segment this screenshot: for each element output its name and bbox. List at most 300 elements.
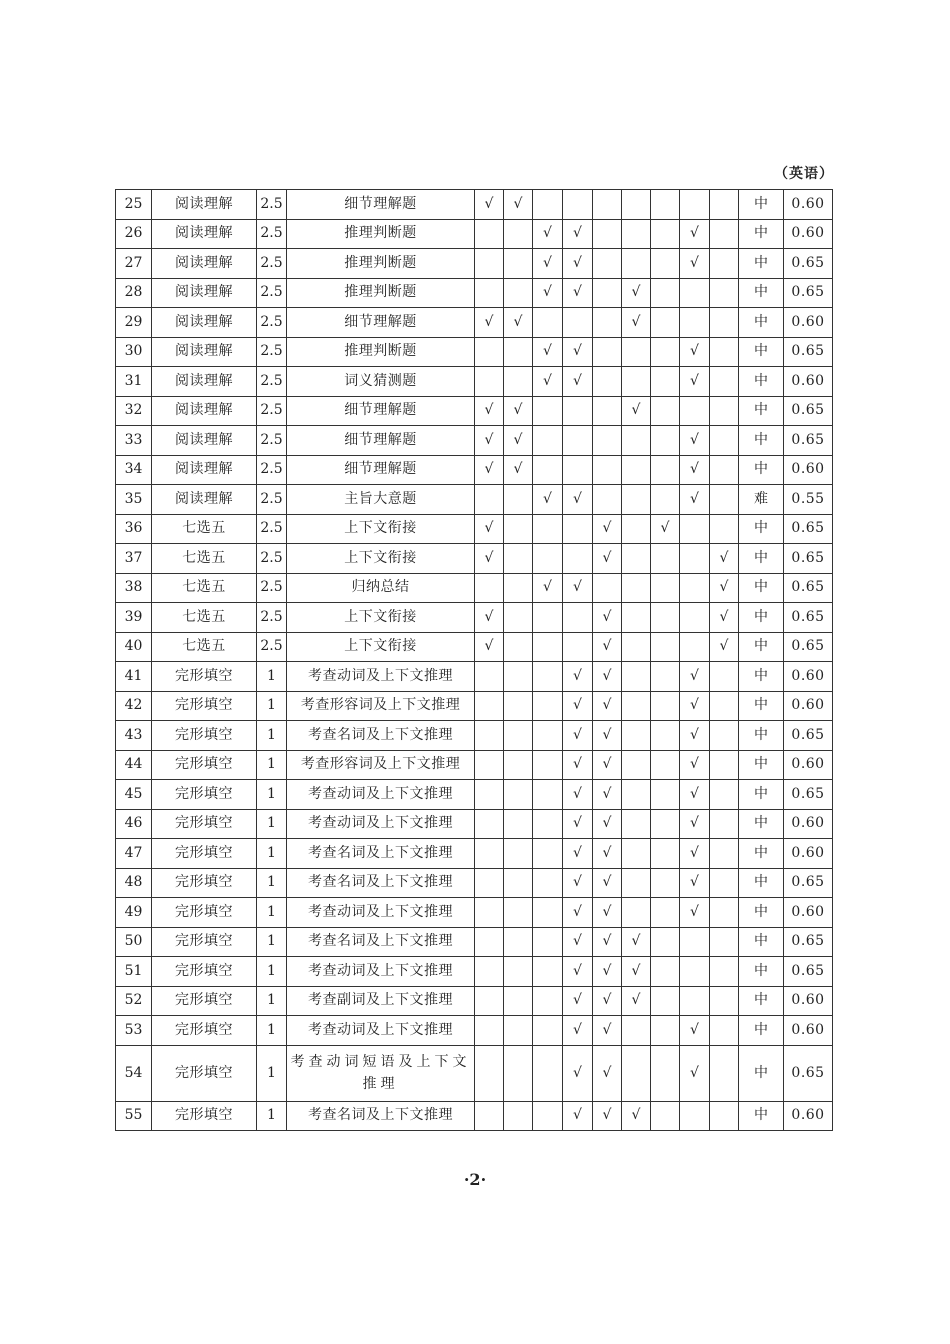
knowledge-point-cell: 细节理解题 xyxy=(287,426,475,456)
check-cell xyxy=(475,839,504,869)
check-cell xyxy=(504,249,533,279)
check-cell xyxy=(680,957,710,987)
check-cell xyxy=(533,780,563,810)
check-cell: √ xyxy=(533,485,563,515)
check-cell: √ xyxy=(593,750,622,780)
check-cell: √ xyxy=(533,367,563,397)
check-cell xyxy=(651,809,680,839)
check-cell xyxy=(651,986,680,1016)
question-type-cell: 七选五 xyxy=(152,544,257,574)
check-cell xyxy=(710,898,739,928)
check-cell xyxy=(563,632,593,662)
check-cell: √ xyxy=(533,573,563,603)
difficulty-value-cell: 0.65 xyxy=(784,780,833,810)
knowledge-point-cell: 考查动词及上下文推理 xyxy=(287,957,475,987)
check-cell xyxy=(533,603,563,633)
check-cell: √ xyxy=(563,957,593,987)
check-cell xyxy=(533,308,563,338)
check-cell xyxy=(504,927,533,957)
check-cell xyxy=(710,190,739,220)
check-cell xyxy=(651,308,680,338)
check-cell xyxy=(680,544,710,574)
check-cell: √ xyxy=(622,1101,651,1131)
check-cell xyxy=(475,219,504,249)
check-cell xyxy=(622,721,651,751)
question-type-cell: 阅读理解 xyxy=(152,190,257,220)
difficulty-value-cell: 0.65 xyxy=(784,1045,833,1101)
question-number-cell: 38 xyxy=(116,573,152,603)
table-row xyxy=(116,927,833,957)
knowledge-point-cell: 考查形容词及上下文推理 xyxy=(287,750,475,780)
check-cell: √ xyxy=(563,927,593,957)
score-cell: 1 xyxy=(257,1101,287,1131)
check-cell xyxy=(710,249,739,279)
check-cell xyxy=(475,957,504,987)
question-number-cell: 32 xyxy=(116,396,152,426)
check-cell: √ xyxy=(563,839,593,869)
check-cell xyxy=(475,337,504,367)
difficulty-value-cell: 0.60 xyxy=(784,662,833,692)
difficulty-value-cell: 0.60 xyxy=(784,986,833,1016)
difficulty-cell: 中 xyxy=(739,927,784,957)
check-cell: √ xyxy=(563,367,593,397)
check-cell xyxy=(651,1101,680,1131)
question-number-cell: 27 xyxy=(116,249,152,279)
difficulty-cell: 中 xyxy=(739,455,784,485)
table-row xyxy=(116,190,833,220)
table-row xyxy=(116,898,833,928)
score-cell: 2.5 xyxy=(257,573,287,603)
question-number-cell: 48 xyxy=(116,868,152,898)
knowledge-point-cell: 细节理解题 xyxy=(287,190,475,220)
difficulty-value-cell: 0.60 xyxy=(784,898,833,928)
difficulty-value-cell: 0.65 xyxy=(784,573,833,603)
check-cell xyxy=(710,691,739,721)
question-type-cell: 阅读理解 xyxy=(152,367,257,397)
check-cell xyxy=(563,603,593,633)
check-cell xyxy=(651,1045,680,1101)
score-cell: 1 xyxy=(257,691,287,721)
check-cell xyxy=(622,367,651,397)
knowledge-point-cell: 考查名词及上下文推理 xyxy=(287,721,475,751)
check-cell: √ xyxy=(563,219,593,249)
check-cell xyxy=(593,278,622,308)
question-number-cell: 37 xyxy=(116,544,152,574)
check-cell: √ xyxy=(622,278,651,308)
check-cell xyxy=(622,190,651,220)
check-cell xyxy=(504,219,533,249)
subject-label: （英语） xyxy=(774,166,834,182)
check-cell: √ xyxy=(475,603,504,633)
score-cell: 1 xyxy=(257,1045,287,1101)
score-cell: 1 xyxy=(257,868,287,898)
check-cell: √ xyxy=(680,1045,710,1101)
question-number-cell: 43 xyxy=(116,721,152,751)
check-cell xyxy=(475,1016,504,1046)
knowledge-point-cell: 上下文衔接 xyxy=(287,514,475,544)
check-cell xyxy=(533,691,563,721)
difficulty-cell: 中 xyxy=(739,662,784,692)
check-cell xyxy=(593,308,622,338)
check-cell xyxy=(504,957,533,987)
check-cell xyxy=(622,780,651,810)
difficulty-value-cell: 0.65 xyxy=(784,957,833,987)
knowledge-point-cell: 考查动词短语及上下文推理 xyxy=(287,1045,475,1101)
check-cell xyxy=(504,632,533,662)
difficulty-cell: 中 xyxy=(739,839,784,869)
question-type-cell: 完形填空 xyxy=(152,691,257,721)
table-row xyxy=(116,1045,833,1101)
check-cell xyxy=(680,573,710,603)
check-cell xyxy=(504,603,533,633)
difficulty-value-cell: 0.65 xyxy=(784,396,833,426)
check-cell xyxy=(475,1101,504,1131)
check-cell xyxy=(533,455,563,485)
check-cell xyxy=(651,455,680,485)
score-cell: 2.5 xyxy=(257,485,287,515)
question-number-cell: 53 xyxy=(116,1016,152,1046)
check-cell xyxy=(710,367,739,397)
check-cell xyxy=(504,485,533,515)
check-cell: √ xyxy=(622,927,651,957)
check-cell: √ xyxy=(563,1016,593,1046)
check-cell xyxy=(651,721,680,751)
question-type-cell: 完形填空 xyxy=(152,780,257,810)
score-cell: 2.5 xyxy=(257,308,287,338)
check-cell xyxy=(651,337,680,367)
difficulty-value-cell: 0.65 xyxy=(784,721,833,751)
check-cell xyxy=(710,1016,739,1046)
check-cell: √ xyxy=(533,249,563,279)
check-cell xyxy=(504,1101,533,1131)
check-cell xyxy=(651,485,680,515)
check-cell xyxy=(680,308,710,338)
question-number-cell: 28 xyxy=(116,278,152,308)
check-cell xyxy=(651,750,680,780)
check-cell xyxy=(475,868,504,898)
question-number-cell: 51 xyxy=(116,957,152,987)
question-type-cell: 完形填空 xyxy=(152,927,257,957)
check-cell: √ xyxy=(680,662,710,692)
difficulty-value-cell: 0.60 xyxy=(784,839,833,869)
difficulty-cell: 中 xyxy=(739,809,784,839)
check-cell xyxy=(622,455,651,485)
check-cell xyxy=(475,721,504,751)
check-cell xyxy=(593,249,622,279)
table-row xyxy=(116,809,833,839)
check-cell: √ xyxy=(680,455,710,485)
table-row xyxy=(116,396,833,426)
check-cell xyxy=(622,839,651,869)
difficulty-value-cell: 0.65 xyxy=(784,278,833,308)
check-cell: √ xyxy=(680,485,710,515)
question-number-cell: 31 xyxy=(116,367,152,397)
check-cell: √ xyxy=(563,691,593,721)
score-cell: 1 xyxy=(257,662,287,692)
check-cell: √ xyxy=(710,544,739,574)
check-cell xyxy=(710,809,739,839)
check-cell: √ xyxy=(680,809,710,839)
score-cell: 2.5 xyxy=(257,219,287,249)
check-cell xyxy=(533,927,563,957)
difficulty-cell: 中 xyxy=(739,573,784,603)
check-cell xyxy=(504,573,533,603)
check-cell xyxy=(563,426,593,456)
difficulty-cell: 中 xyxy=(739,308,784,338)
check-cell xyxy=(680,278,710,308)
check-cell xyxy=(651,426,680,456)
difficulty-cell: 中 xyxy=(739,396,784,426)
check-cell xyxy=(710,868,739,898)
score-cell: 1 xyxy=(257,1016,287,1046)
difficulty-value-cell: 0.60 xyxy=(784,809,833,839)
check-cell xyxy=(710,839,739,869)
question-number-cell: 35 xyxy=(116,485,152,515)
knowledge-point-cell: 考查动词及上下文推理 xyxy=(287,898,475,928)
difficulty-cell: 中 xyxy=(739,603,784,633)
difficulty-value-cell: 0.60 xyxy=(784,190,833,220)
check-cell xyxy=(651,190,680,220)
check-cell xyxy=(504,1016,533,1046)
check-cell xyxy=(622,249,651,279)
difficulty-value-cell: 0.60 xyxy=(784,750,833,780)
check-cell: √ xyxy=(680,219,710,249)
check-cell xyxy=(622,514,651,544)
check-cell: √ xyxy=(563,278,593,308)
check-cell xyxy=(710,455,739,485)
check-cell xyxy=(533,898,563,928)
check-cell xyxy=(593,426,622,456)
knowledge-point-cell: 推理判断题 xyxy=(287,219,475,249)
check-cell: √ xyxy=(593,721,622,751)
check-cell xyxy=(533,986,563,1016)
difficulty-cell: 中 xyxy=(739,986,784,1016)
check-cell xyxy=(651,868,680,898)
check-cell: √ xyxy=(533,337,563,367)
check-cell: √ xyxy=(563,750,593,780)
check-cell xyxy=(504,780,533,810)
check-cell xyxy=(651,367,680,397)
question-number-cell: 46 xyxy=(116,809,152,839)
question-number-cell: 42 xyxy=(116,691,152,721)
question-type-cell: 完形填空 xyxy=(152,898,257,928)
check-cell xyxy=(622,662,651,692)
check-cell xyxy=(651,603,680,633)
question-number-cell: 33 xyxy=(116,426,152,456)
table-row xyxy=(116,986,833,1016)
check-cell: √ xyxy=(622,396,651,426)
check-cell xyxy=(533,632,563,662)
table-row xyxy=(116,219,833,249)
question-type-cell: 完形填空 xyxy=(152,721,257,751)
check-cell xyxy=(504,898,533,928)
difficulty-value-cell: 0.65 xyxy=(784,632,833,662)
check-cell xyxy=(504,721,533,751)
question-type-cell: 七选五 xyxy=(152,632,257,662)
knowledge-point-cell: 考查动词及上下文推理 xyxy=(287,809,475,839)
check-cell: √ xyxy=(680,750,710,780)
table-row xyxy=(116,573,833,603)
table-row xyxy=(116,367,833,397)
check-cell xyxy=(622,1016,651,1046)
check-cell xyxy=(651,780,680,810)
question-number-cell: 47 xyxy=(116,839,152,869)
check-cell xyxy=(651,957,680,987)
check-cell: √ xyxy=(475,308,504,338)
check-cell xyxy=(563,514,593,544)
check-cell xyxy=(710,986,739,1016)
check-cell: √ xyxy=(563,986,593,1016)
check-cell: √ xyxy=(680,367,710,397)
question-number-cell: 45 xyxy=(116,780,152,810)
check-cell xyxy=(533,1101,563,1131)
check-cell xyxy=(475,750,504,780)
knowledge-point-cell: 考查名词及上下文推理 xyxy=(287,927,475,957)
question-number-cell: 39 xyxy=(116,603,152,633)
question-number-cell: 50 xyxy=(116,927,152,957)
check-cell xyxy=(475,927,504,957)
check-cell: √ xyxy=(593,662,622,692)
question-type-cell: 完形填空 xyxy=(152,750,257,780)
question-number-cell: 36 xyxy=(116,514,152,544)
question-type-cell: 阅读理解 xyxy=(152,426,257,456)
check-cell: √ xyxy=(593,1101,622,1131)
score-cell: 2.5 xyxy=(257,190,287,220)
difficulty-value-cell: 0.60 xyxy=(784,691,833,721)
difficulty-value-cell: 0.65 xyxy=(784,426,833,456)
check-cell xyxy=(622,426,651,456)
question-type-cell: 七选五 xyxy=(152,573,257,603)
check-cell xyxy=(593,337,622,367)
check-cell xyxy=(651,219,680,249)
question-type-cell: 阅读理解 xyxy=(152,249,257,279)
check-cell: √ xyxy=(504,455,533,485)
check-cell xyxy=(475,691,504,721)
check-cell xyxy=(504,691,533,721)
check-cell: √ xyxy=(563,780,593,810)
check-cell xyxy=(504,1045,533,1101)
question-number-cell: 41 xyxy=(116,662,152,692)
difficulty-cell: 中 xyxy=(739,780,784,810)
check-cell: √ xyxy=(475,632,504,662)
table-row xyxy=(116,485,833,515)
difficulty-cell: 中 xyxy=(739,1016,784,1046)
check-cell xyxy=(710,426,739,456)
score-cell: 2.5 xyxy=(257,603,287,633)
check-cell xyxy=(504,809,533,839)
table-row xyxy=(116,544,833,574)
question-type-cell: 阅读理解 xyxy=(152,219,257,249)
question-type-cell: 完形填空 xyxy=(152,662,257,692)
knowledge-point-cell: 考查动词及上下文推理 xyxy=(287,662,475,692)
check-cell xyxy=(475,278,504,308)
check-cell xyxy=(593,190,622,220)
difficulty-cell: 中 xyxy=(739,898,784,928)
check-cell xyxy=(533,190,563,220)
check-cell: √ xyxy=(710,573,739,603)
check-cell: √ xyxy=(593,544,622,574)
question-number-cell: 49 xyxy=(116,898,152,928)
question-type-cell: 阅读理解 xyxy=(152,396,257,426)
check-cell xyxy=(475,898,504,928)
difficulty-cell: 中 xyxy=(739,367,784,397)
question-type-cell: 阅读理解 xyxy=(152,308,257,338)
table-row xyxy=(116,278,833,308)
check-cell xyxy=(533,544,563,574)
check-cell: √ xyxy=(593,603,622,633)
knowledge-point-cell: 归纳总结 xyxy=(287,573,475,603)
score-cell: 2.5 xyxy=(257,455,287,485)
question-type-cell: 阅读理解 xyxy=(152,485,257,515)
table-row xyxy=(116,337,833,367)
difficulty-cell: 中 xyxy=(739,1101,784,1131)
check-cell xyxy=(710,219,739,249)
difficulty-cell: 中 xyxy=(739,750,784,780)
check-cell: √ xyxy=(680,839,710,869)
check-cell xyxy=(651,898,680,928)
score-cell: 2.5 xyxy=(257,514,287,544)
check-cell: √ xyxy=(593,691,622,721)
check-cell xyxy=(680,632,710,662)
difficulty-cell: 中 xyxy=(739,278,784,308)
knowledge-point-cell: 词义猜测题 xyxy=(287,367,475,397)
check-cell xyxy=(710,927,739,957)
check-cell: √ xyxy=(533,219,563,249)
difficulty-value-cell: 0.65 xyxy=(784,544,833,574)
check-cell: √ xyxy=(651,514,680,544)
table-row xyxy=(116,249,833,279)
check-cell xyxy=(651,632,680,662)
question-number-cell: 44 xyxy=(116,750,152,780)
table-row xyxy=(116,721,833,751)
check-cell xyxy=(563,544,593,574)
check-cell: √ xyxy=(563,1101,593,1131)
knowledge-point-cell: 考查动词及上下文推理 xyxy=(287,1016,475,1046)
check-cell xyxy=(651,691,680,721)
table-row xyxy=(116,308,833,338)
check-cell xyxy=(563,396,593,426)
check-cell: √ xyxy=(680,337,710,367)
knowledge-point-cell: 推理判断题 xyxy=(287,249,475,279)
knowledge-point-cell: 推理判断题 xyxy=(287,337,475,367)
difficulty-cell: 中 xyxy=(739,957,784,987)
check-cell: √ xyxy=(563,809,593,839)
check-cell xyxy=(710,780,739,810)
check-cell xyxy=(680,396,710,426)
check-cell xyxy=(593,367,622,397)
check-cell xyxy=(622,219,651,249)
check-cell xyxy=(533,839,563,869)
check-cell: √ xyxy=(593,898,622,928)
difficulty-value-cell: 0.60 xyxy=(784,367,833,397)
check-cell xyxy=(593,573,622,603)
question-type-cell: 阅读理解 xyxy=(152,337,257,367)
check-cell: √ xyxy=(680,780,710,810)
check-cell xyxy=(710,337,739,367)
check-cell: √ xyxy=(504,396,533,426)
check-cell: √ xyxy=(593,809,622,839)
check-cell xyxy=(710,750,739,780)
score-cell: 1 xyxy=(257,750,287,780)
check-cell: √ xyxy=(622,986,651,1016)
check-cell: √ xyxy=(593,839,622,869)
check-cell: √ xyxy=(504,308,533,338)
check-cell: √ xyxy=(593,1045,622,1101)
difficulty-value-cell: 0.65 xyxy=(784,514,833,544)
difficulty-value-cell: 0.60 xyxy=(784,1101,833,1131)
knowledge-point-cell: 细节理解题 xyxy=(287,396,475,426)
check-cell xyxy=(710,396,739,426)
